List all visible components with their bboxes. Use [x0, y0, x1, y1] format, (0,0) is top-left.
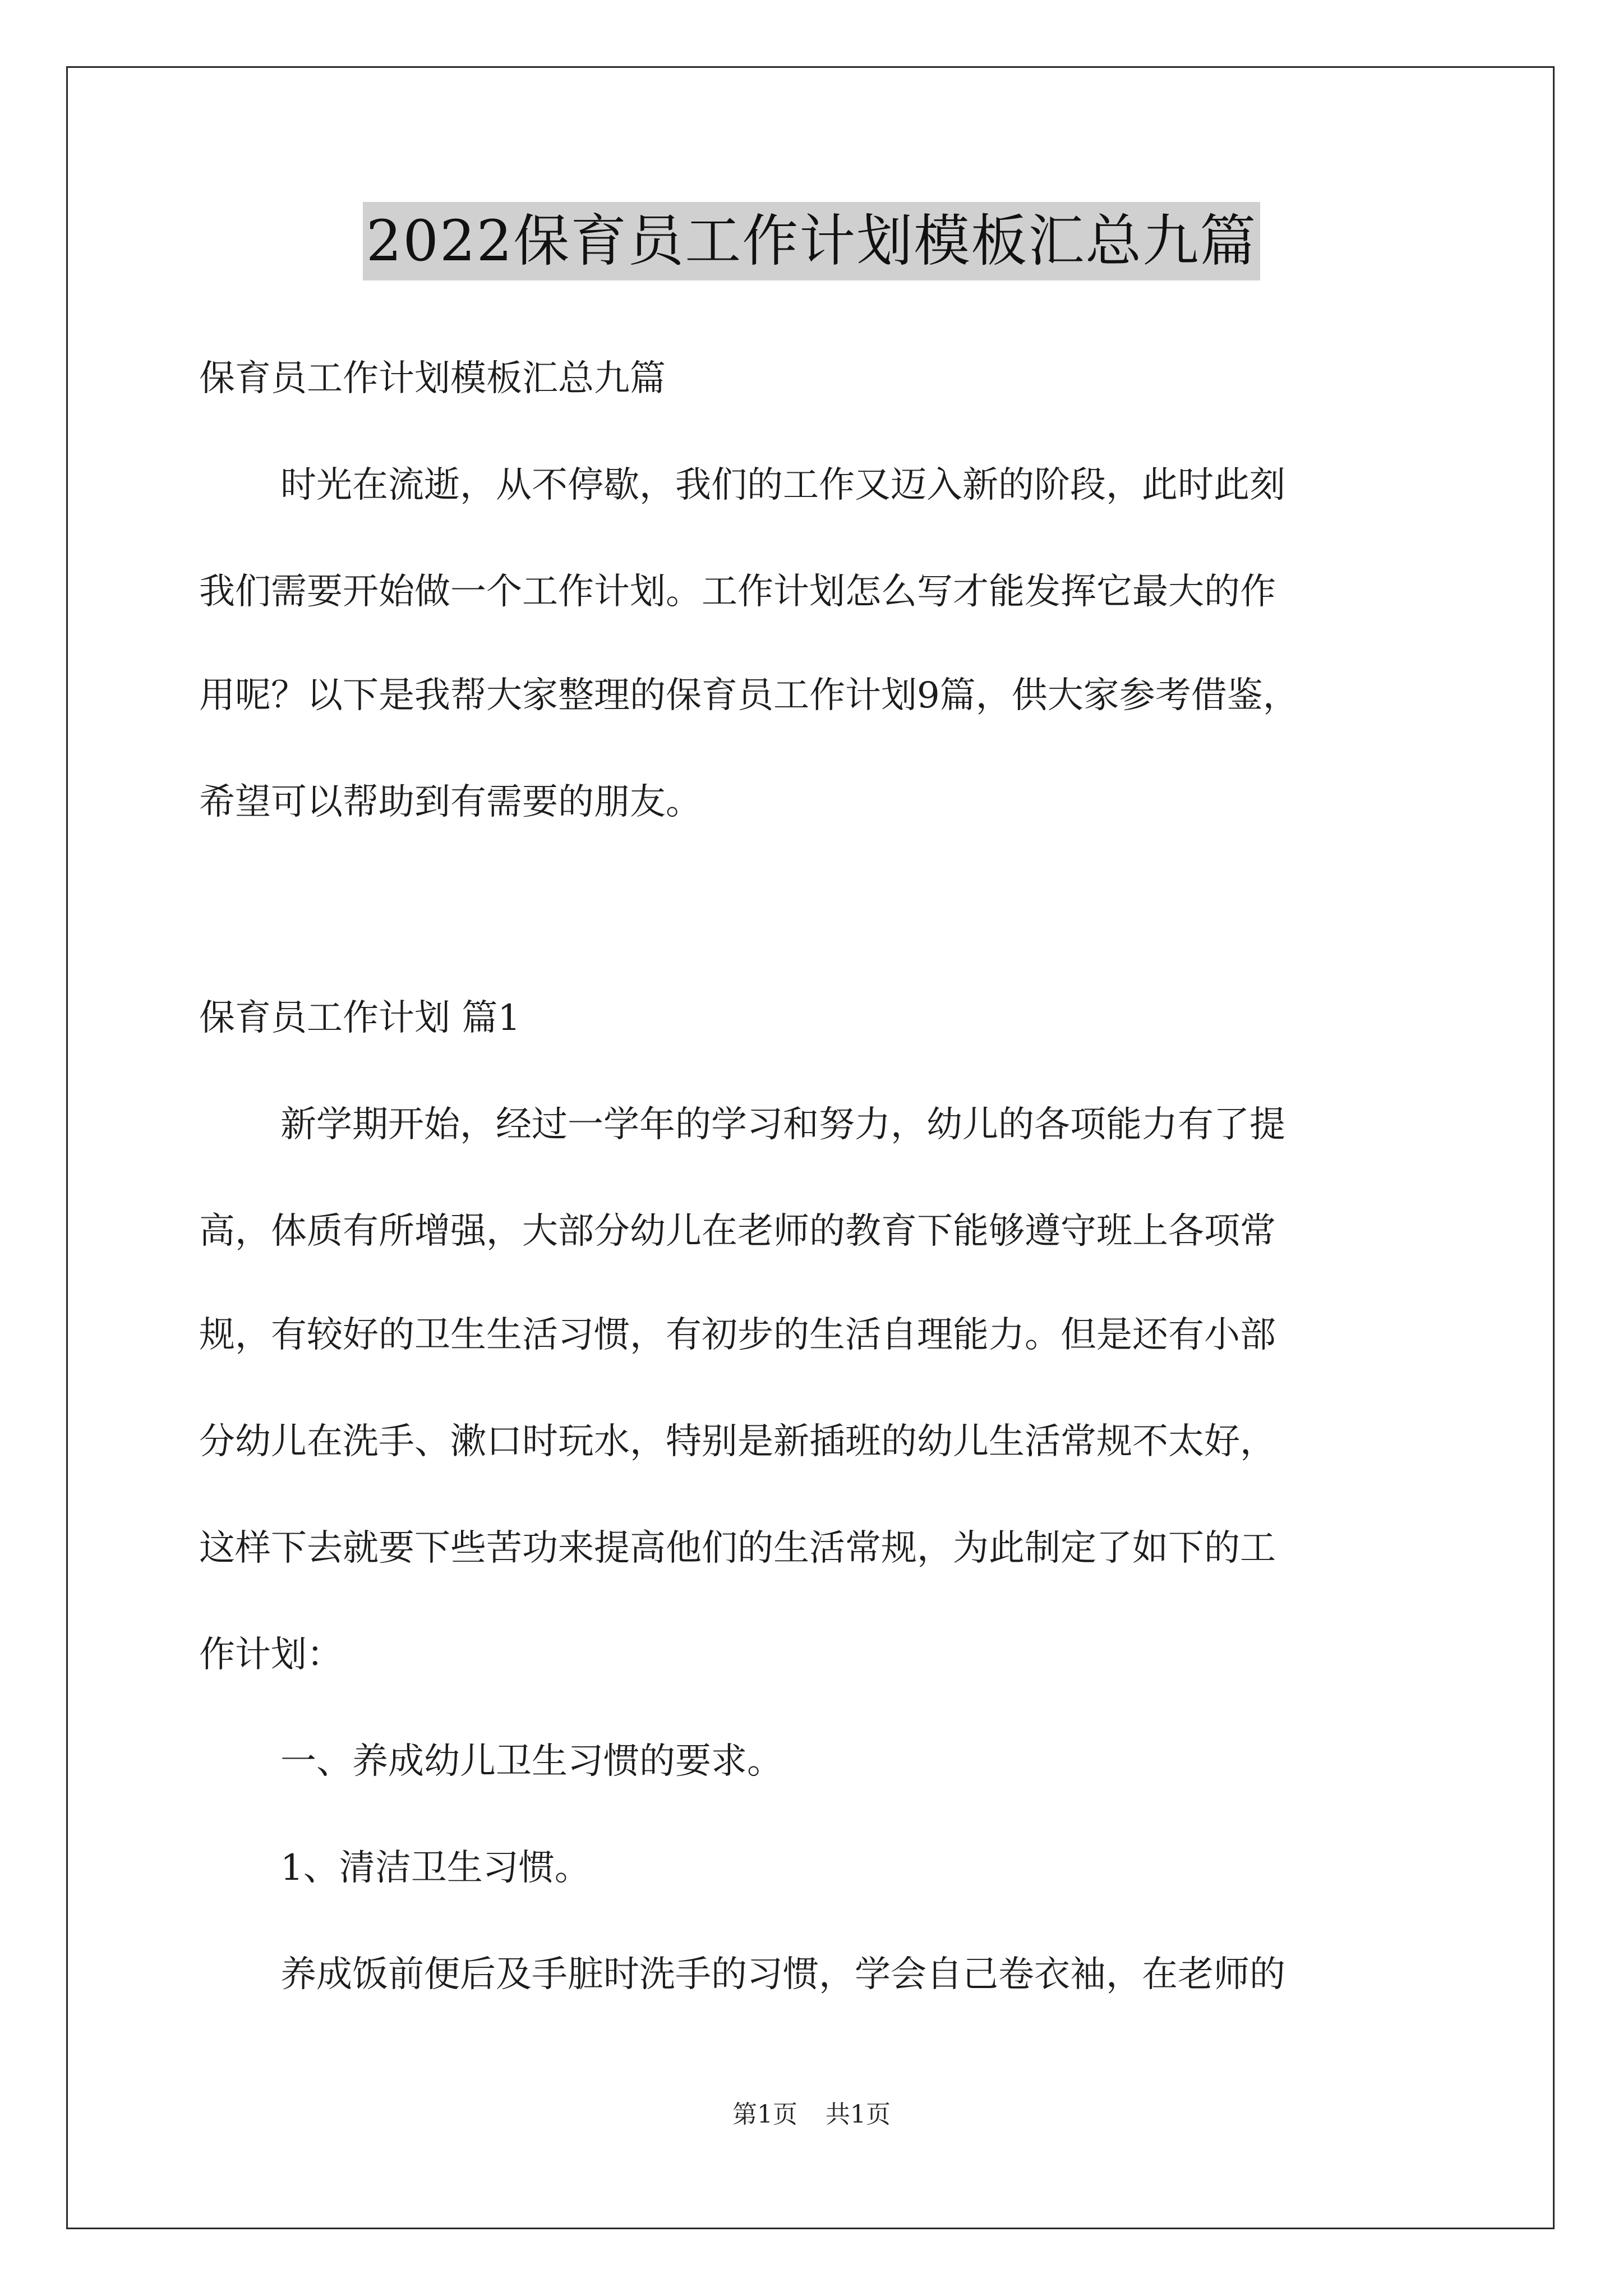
intro-line-2: 我们需要开始做一个工作计划。工作计划怎么写才能发挥它最大的作: [199, 571, 1276, 613]
page-number: 第1页: [732, 2100, 797, 2129]
section-line-5: 这样下去就要下些苦功来提高他们的生活常规，为此制定了如下的工: [199, 1527, 1276, 1569]
section-line-6: 作计划：: [199, 1634, 343, 1676]
intro-line-1: 时光在流逝，从不停歇，我们的工作又迈入新的阶段，此时此刻: [280, 464, 1285, 506]
page-footer: [0, 2098, 1623, 2132]
section-line-4: 分幼儿在洗手、漱口时玩水，特别是新插班的幼儿生活常规不太好，: [199, 1421, 1276, 1462]
intro-line-4: 希望可以帮助到有需要的朋友。: [199, 781, 702, 823]
sub-point: 1、清洁卫生习惯。: [280, 1847, 591, 1889]
section-line-1: 新学期开始，经过一学年的学习和努力，幼儿的各项能力有了提: [280, 1104, 1285, 1145]
point-heading: 一、养成幼儿卫生习惯的要求。: [280, 1741, 783, 1782]
subtitle: 保育员工作计划模板汇总九篇: [199, 358, 666, 399]
page-total: 共1页: [826, 2100, 891, 2129]
section-line-3: 规，有较好的卫生生活习惯，有初步的生活自理能力。但是还有小部: [199, 1314, 1276, 1356]
document-title: 2022保育员工作计划模板汇总九篇: [363, 202, 1261, 280]
section-line-2: 高，体质有所增强，大部分幼儿在老师的教育下能够遵守班上各项常: [199, 1211, 1276, 1252]
section-heading: 保育员工作计划 篇1: [199, 997, 521, 1039]
intro-line-3: 用呢？以下是我帮大家整理的保育员工作计划9篇，供大家参考借鉴，: [199, 675, 1299, 716]
body-last-line: 养成饭前便后及手脏时洗手的习惯，学会自己卷衣袖，在老师的: [280, 1954, 1285, 1995]
title-container: [0, 202, 1623, 280]
